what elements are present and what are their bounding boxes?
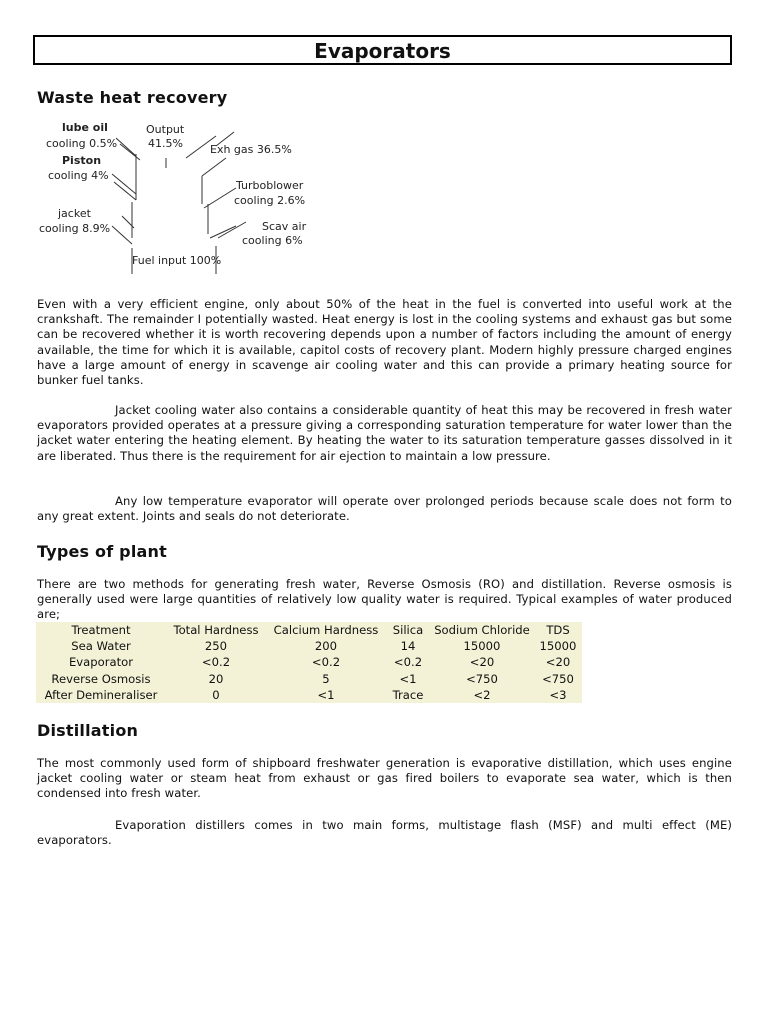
jacket-label: jacket (58, 207, 91, 220)
column-header-calcium-hardness: Calcium Hardness (273, 623, 379, 638)
table-cell: Evaporator (68, 655, 134, 670)
lube-oil-label: lube oil (62, 121, 108, 134)
table-cell: <2 (473, 687, 491, 702)
table-row (36, 687, 582, 703)
water-quality-table (36, 622, 582, 703)
table-cell: After Demineraliser (44, 687, 158, 702)
jacket-value: cooling 8.9% (39, 222, 111, 235)
table-cell: 250 (204, 639, 228, 654)
heading-types-of-plant: Types of plant (37, 542, 167, 561)
turboblower-value: cooling 2.6% (234, 194, 306, 207)
table-cell: 0 (212, 687, 220, 702)
table-cell: 15000 (463, 639, 501, 654)
column-header-tds: TDS (546, 623, 570, 638)
table-row (36, 654, 582, 670)
column-header-silica: Silica (392, 623, 424, 638)
scav-air-value: cooling 6% (242, 234, 303, 247)
table-cell: <20 (469, 655, 495, 670)
page-title: Evaporators (33, 35, 732, 65)
table-cell: Sea Water (71, 639, 131, 654)
piston-label: Piston (62, 154, 102, 167)
table-cell: <0.2 (311, 655, 341, 670)
table-cell: 200 (314, 639, 338, 654)
scav-air-label: Scav air (262, 220, 307, 233)
output-value: 41.5% (148, 137, 183, 150)
table-cell: Reverse Osmosis (51, 671, 151, 686)
table-cell: <1 (317, 687, 335, 702)
table-cell: Trace (392, 687, 424, 702)
piston-value: cooling 4% (48, 169, 109, 182)
fuel-input-label: Fuel input 100% (132, 254, 222, 267)
table-cell: 20 (208, 671, 224, 686)
column-header-sodium-chloride: Sodium Chloride (434, 623, 530, 638)
exh-gas-label: Exh gas 36.5% (210, 143, 292, 156)
heading-waste-heat-recovery: Waste heat recovery (37, 88, 228, 107)
table-cell: <750 (466, 671, 498, 686)
heat-balance-diagram (36, 118, 326, 278)
types-paragraph-1: There are two methods for generating fresh water, Reverse Osmosis (RO) and distillation. Reverse osmosis is generally used were large quantities of relatively low quality water is required. Typical examples of water produced are; (37, 577, 732, 622)
table-cell: <20 (545, 655, 571, 670)
turboblower-label: Turboblower (236, 179, 304, 192)
table-cell: <1 (399, 671, 417, 686)
table-cell: <0.2 (393, 655, 423, 670)
heading-distillation: Distillation (37, 721, 139, 740)
table-cell: 5 (322, 671, 330, 686)
output-label: Output (146, 123, 185, 136)
distillation-paragraph-2: Evaporation distillers comes in two main forms, multistage flash (MSF) and multi effect (ME) evaporators. (37, 818, 732, 848)
table-cell: <0.2 (201, 655, 231, 670)
table-cell: <3 (549, 687, 567, 702)
waste-heat-paragraph-3: Any low temperature evaporator will operate over prolonged periods because scale does not form to any great extent. Joints and seals do not deteriorate. (37, 494, 732, 524)
table-row (36, 671, 582, 687)
lube-oil-value: cooling 0.5% (46, 137, 118, 150)
column-header-treatment: Treatment (71, 623, 131, 638)
table-cell: 14 (400, 639, 416, 654)
distillation-paragraph-1: The most commonly used form of shipboard freshwater generation is evaporative distillation, which uses engine jacket cooling water or steam heat from exhaust or gas fired boilers to evaporate sea water, which is then condensed into fresh water. (37, 756, 732, 801)
waste-heat-paragraph-1: Even with a very efficient engine, only about 50% of the heat in the fuel is converted into useful work at the crankshaft. The remainder I potentially wasted. Heat energy is lost in the cooling systems and exhaust gas but some can be recovered whether it is worth recovering depends upon a number of factors including the amount of energy available, the time for which it is available, capitol costs of recovery plant. Modern highly pressure charged engines have a large amount of energy in scavenge air cooling water and this can provide a primary heating source for bunker fuel tanks. (37, 297, 732, 388)
table-header-row (36, 622, 582, 638)
column-header-total-hardness: Total Hardness (173, 623, 259, 638)
table-cell: 15000 (539, 639, 577, 654)
waste-heat-paragraph-2: Jacket cooling water also contains a considerable quantity of heat this may be recovered in fresh water evaporators provided operates at a pressure giving a corresponding saturation temperature for water lower than the jacket water entering the heating element. By heating the water to its saturation temperature gasses dissolved in it are liberated. Thus there is the requirement for air ejection to maintain a low pressure. (37, 403, 732, 463)
table-row (36, 638, 582, 654)
table-cell: <750 (542, 671, 574, 686)
